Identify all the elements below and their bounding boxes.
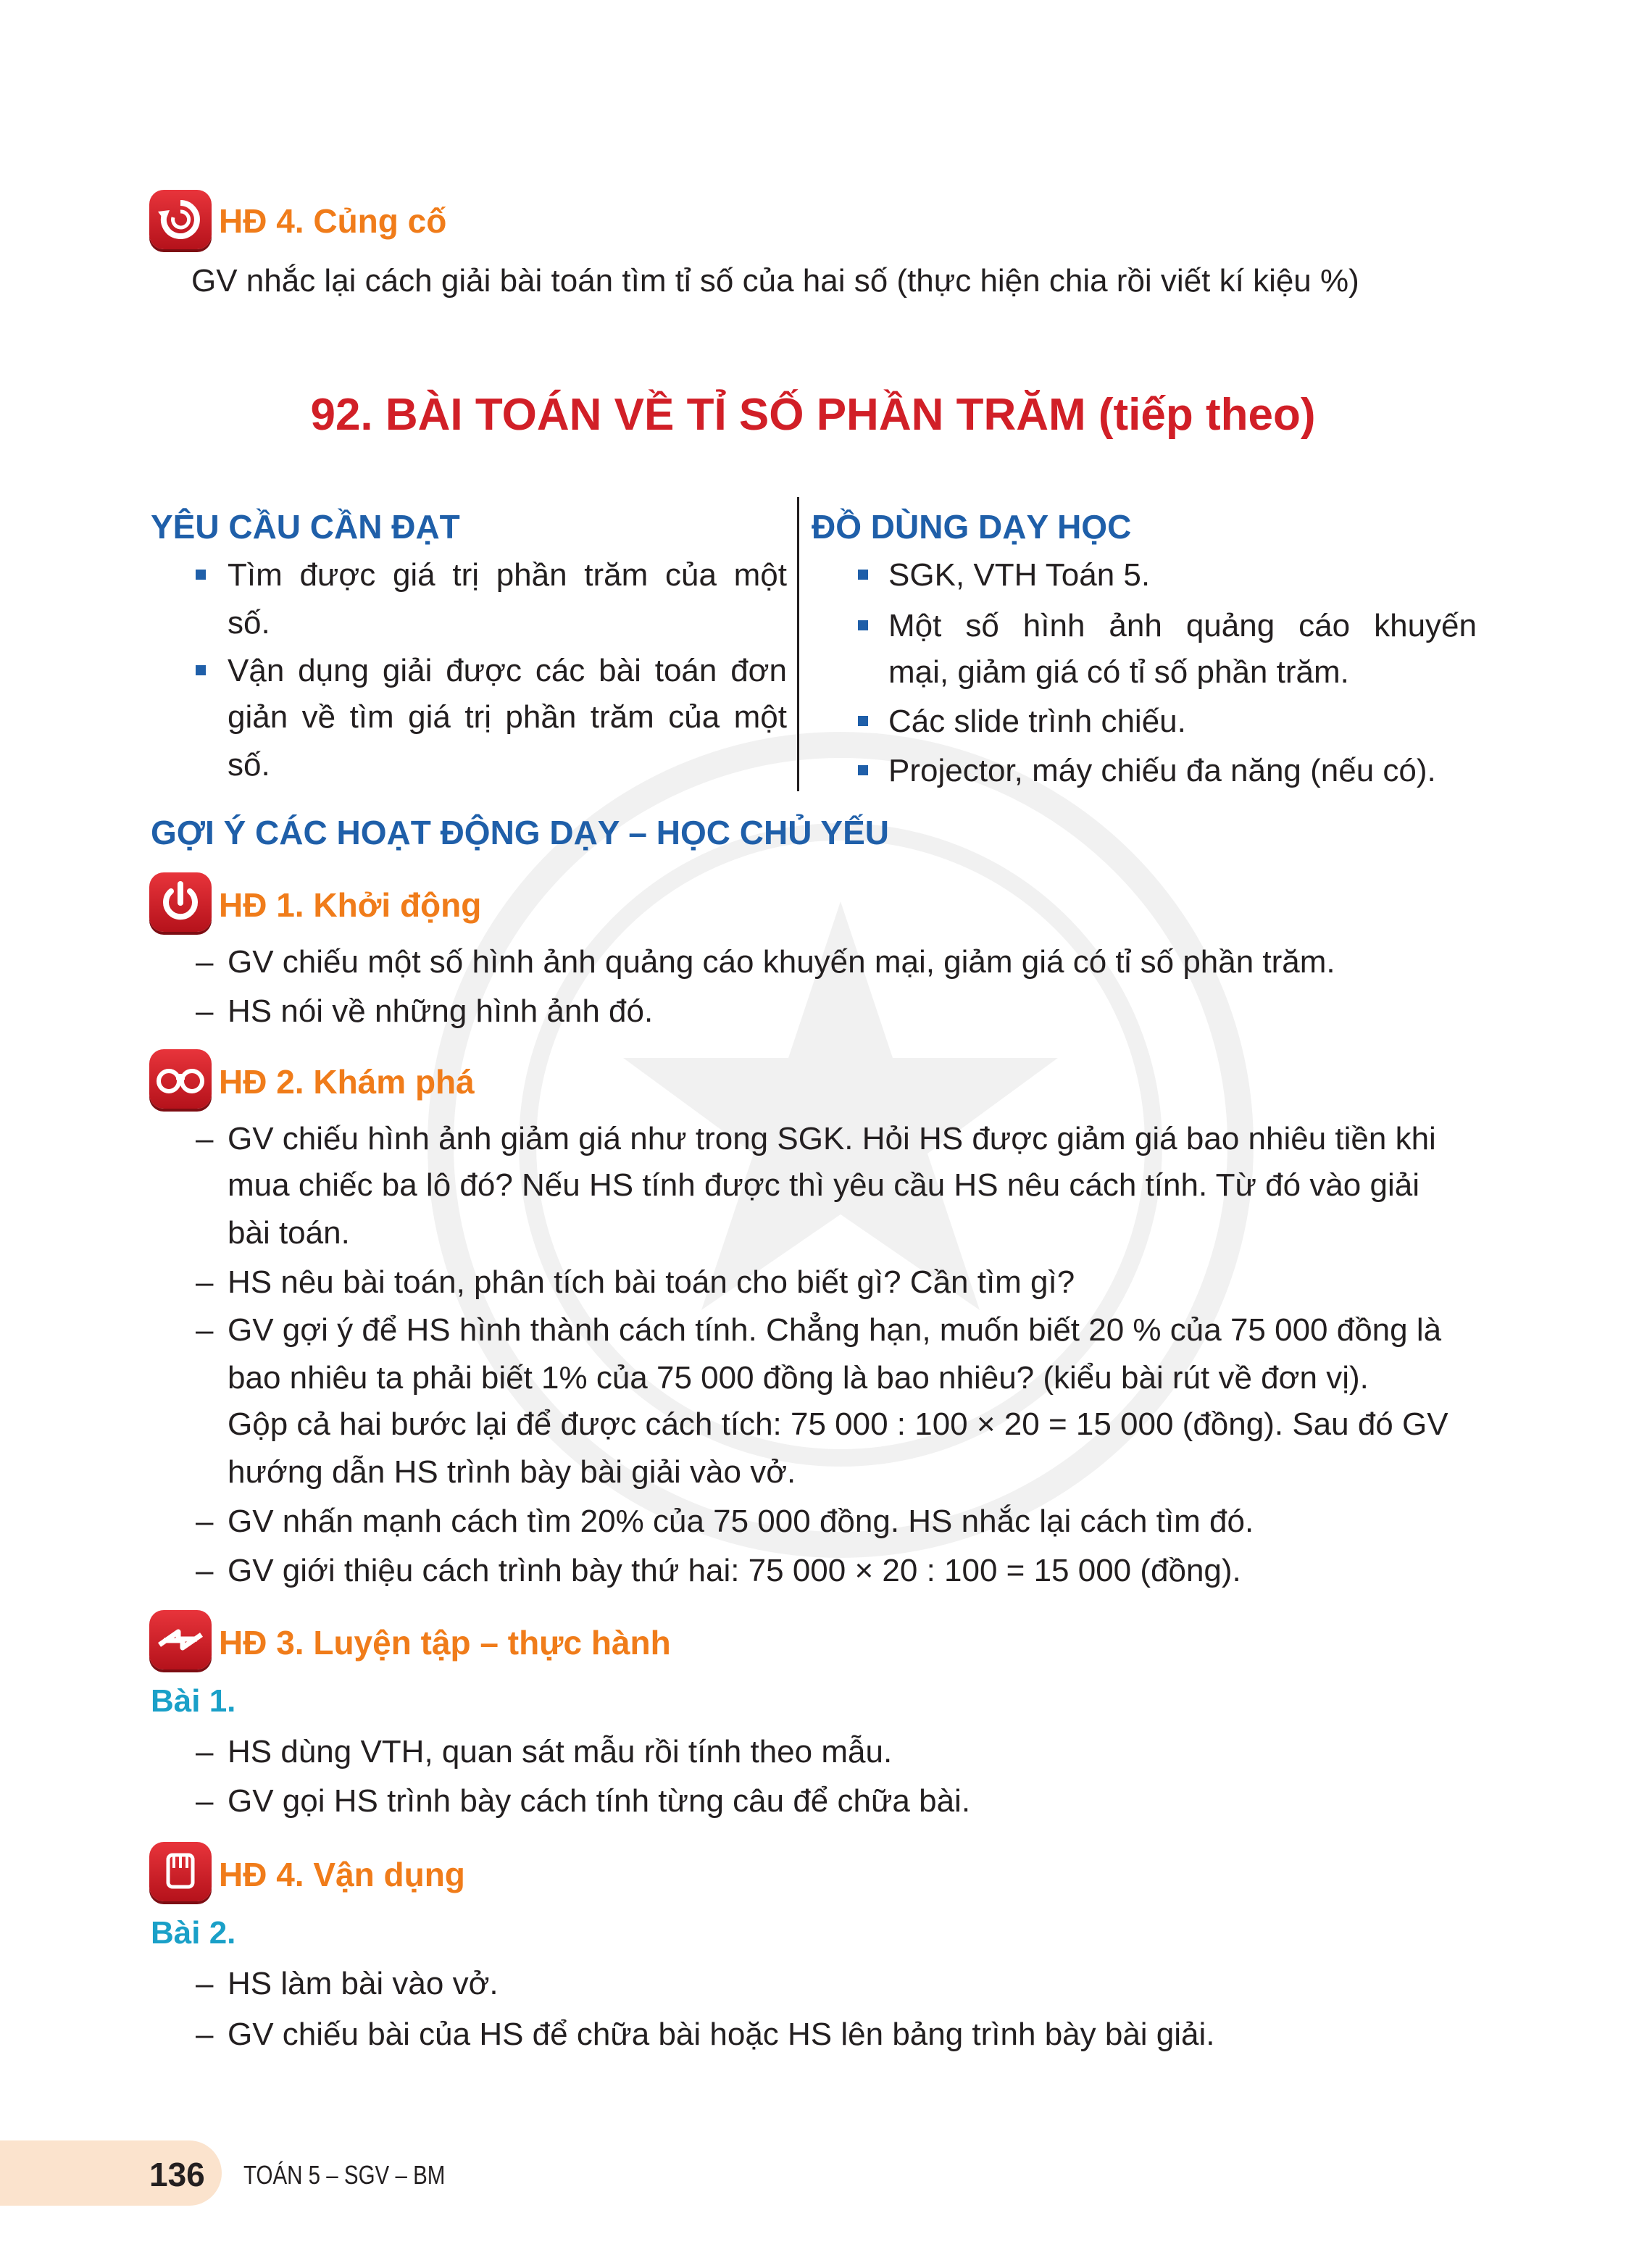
- warmup-line-2: HS nói về những hình ảnh đó.: [228, 993, 654, 1029]
- dash: –: [196, 1264, 214, 1300]
- requirements-heading: YÊU CẦU CẦN ĐẠT: [151, 508, 460, 546]
- bullet-icon: [858, 620, 868, 630]
- activity-title-practice: HĐ 3. Luyện tập – thực hành: [219, 1624, 671, 1662]
- power-icon: [149, 872, 212, 932]
- explore-item-3-line-3: Gộp cả hai bước lại để được cách tích: 75 000 : 100 × 20 = 15 000 (đồng). Sau đó GV: [228, 1406, 1448, 1442]
- bullet-icon: [858, 765, 868, 775]
- lesson-title: 92. BÀI TOÁN VỀ TỈ SỐ PHẦN TRĂM (tiếp theo): [310, 390, 1316, 440]
- explore-item-1-line-2: mua chiếc ba lô đó? Nếu HS tính được thì yêu cầu HS nêu cách tính. Từ đó vào giải: [228, 1167, 1419, 1203]
- practice-icon: [149, 1610, 212, 1669]
- materials-heading: ĐỒ DÙNG DẠY HỌC: [812, 508, 1132, 546]
- dash: –: [196, 1966, 214, 2001]
- explore-item-1-line-1: GV chiếu hình ảnh giảm giá như trong SGK. Hỏi HS được giảm giá bao nhiêu tiền khi: [228, 1121, 1436, 1156]
- dash: –: [196, 1783, 214, 1819]
- apply-line-1: HS làm bài vào vở.: [228, 1966, 499, 2001]
- dash: –: [196, 944, 214, 980]
- warmup-line-1: GV chiếu một số hình ảnh quảng cáo khuyến mại, giảm giá có tỉ số phần trăm.: [228, 944, 1335, 980]
- bullet-icon: [858, 716, 868, 726]
- requirement-item-2-line-2: giản về tìm giá trị phần trăm của một: [228, 699, 787, 735]
- page-number: 136: [149, 2156, 205, 2193]
- explore-item-3-line-1: GV gợi ý để HS hình thành cách tính. Chẳng hạn, muốn biết 20 % của 75 000 đồng là: [228, 1312, 1442, 1348]
- material-item-3: Các slide trình chiếu.: [888, 704, 1186, 739]
- requirement-item-1-line-1: Tìm được giá trị phần trăm của một: [228, 557, 787, 593]
- material-item-4: Projector, máy chiếu đa năng (nếu có).: [888, 753, 1436, 788]
- requirement-item-2-line-3: số.: [228, 747, 270, 783]
- explore-item-4: GV nhấn mạnh cách tìm 20% của 75 000 đồng. HS nhắc lại cách tìm đó.: [228, 1504, 1254, 1539]
- explore-item-3-line-4: hướng dẫn HS trình bày bài giải vào vở.: [228, 1454, 796, 1490]
- explore-item-1-line-3: bài toán.: [228, 1215, 350, 1251]
- exercise-1-label: Bài 1.: [151, 1683, 236, 1719]
- activity-title-explore: HĐ 2. Khám phá: [219, 1063, 475, 1101]
- dash: –: [196, 1312, 214, 1348]
- activity-title-review: HĐ 4. Củng cố: [219, 202, 447, 240]
- requirement-item-1-line-2: số.: [228, 605, 270, 641]
- practice-line-1: HS dùng VTH, quan sát mẫu rồi tính theo mẫu.: [228, 1734, 893, 1769]
- bullet-icon: [196, 570, 206, 580]
- dash: –: [196, 1504, 214, 1539]
- footer-book-title: TOÁN 5 – SGV – BM: [243, 2160, 446, 2190]
- dash: –: [196, 1734, 214, 1769]
- explore-item-5: GV giới thiệu cách trình bày thứ hai: 75 000 × 20 : 100 = 15 000 (đồng).: [228, 1553, 1241, 1588]
- activity-title-apply: HĐ 4. Vận dụng: [219, 1856, 465, 1893]
- explore-item-3-line-2: bao nhiêu ta phải biết 1% của 75 000 đồng là bao nhiêu? (kiểu bài rút về đơn vị).: [228, 1360, 1369, 1396]
- dash: –: [196, 1121, 214, 1156]
- review-text: GV nhắc lại cách giải bài toán tìm tỉ số của hai số (thực hiện chia rồi viết kí kiệu %): [191, 263, 1359, 299]
- activity-title-warmup: HĐ 1. Khởi động: [219, 886, 482, 924]
- apply-line-2: GV chiếu bài của HS để chữa bài hoặc HS lên bảng trình bày bài giải.: [228, 2017, 1215, 2052]
- column-divider: [797, 497, 799, 791]
- binoculars-icon: [149, 1049, 212, 1109]
- material-item-2-line-2: mại, giảm giá có tỉ số phần trăm.: [888, 654, 1349, 690]
- review-icon: [149, 190, 212, 249]
- bullet-icon: [858, 570, 868, 580]
- exercise-2-label: Bài 2.: [151, 1915, 236, 1951]
- material-item-1: SGK, VTH Toán 5.: [888, 557, 1151, 593]
- bullet-icon: [196, 665, 206, 675]
- dash: –: [196, 2017, 214, 2052]
- practice-line-2: GV gọi HS trình bày cách tính từng câu để chữa bài.: [228, 1783, 971, 1819]
- suggestions-heading: GỢI Ý CÁC HOẠT ĐỘNG DẠY – HỌC CHỦ YẾU: [151, 814, 889, 851]
- requirement-item-2-line-1: Vận dụng giải được các bài toán đơn: [228, 653, 787, 688]
- dash: –: [196, 1553, 214, 1588]
- fist-icon: [149, 1842, 212, 1901]
- explore-item-2: HS nêu bài toán, phân tích bài toán cho biết gì? Cần tìm gì?: [228, 1264, 1075, 1300]
- material-item-2-line-1: Một số hình ảnh quảng cáo khuyến: [888, 608, 1477, 643]
- dash: –: [196, 993, 214, 1029]
